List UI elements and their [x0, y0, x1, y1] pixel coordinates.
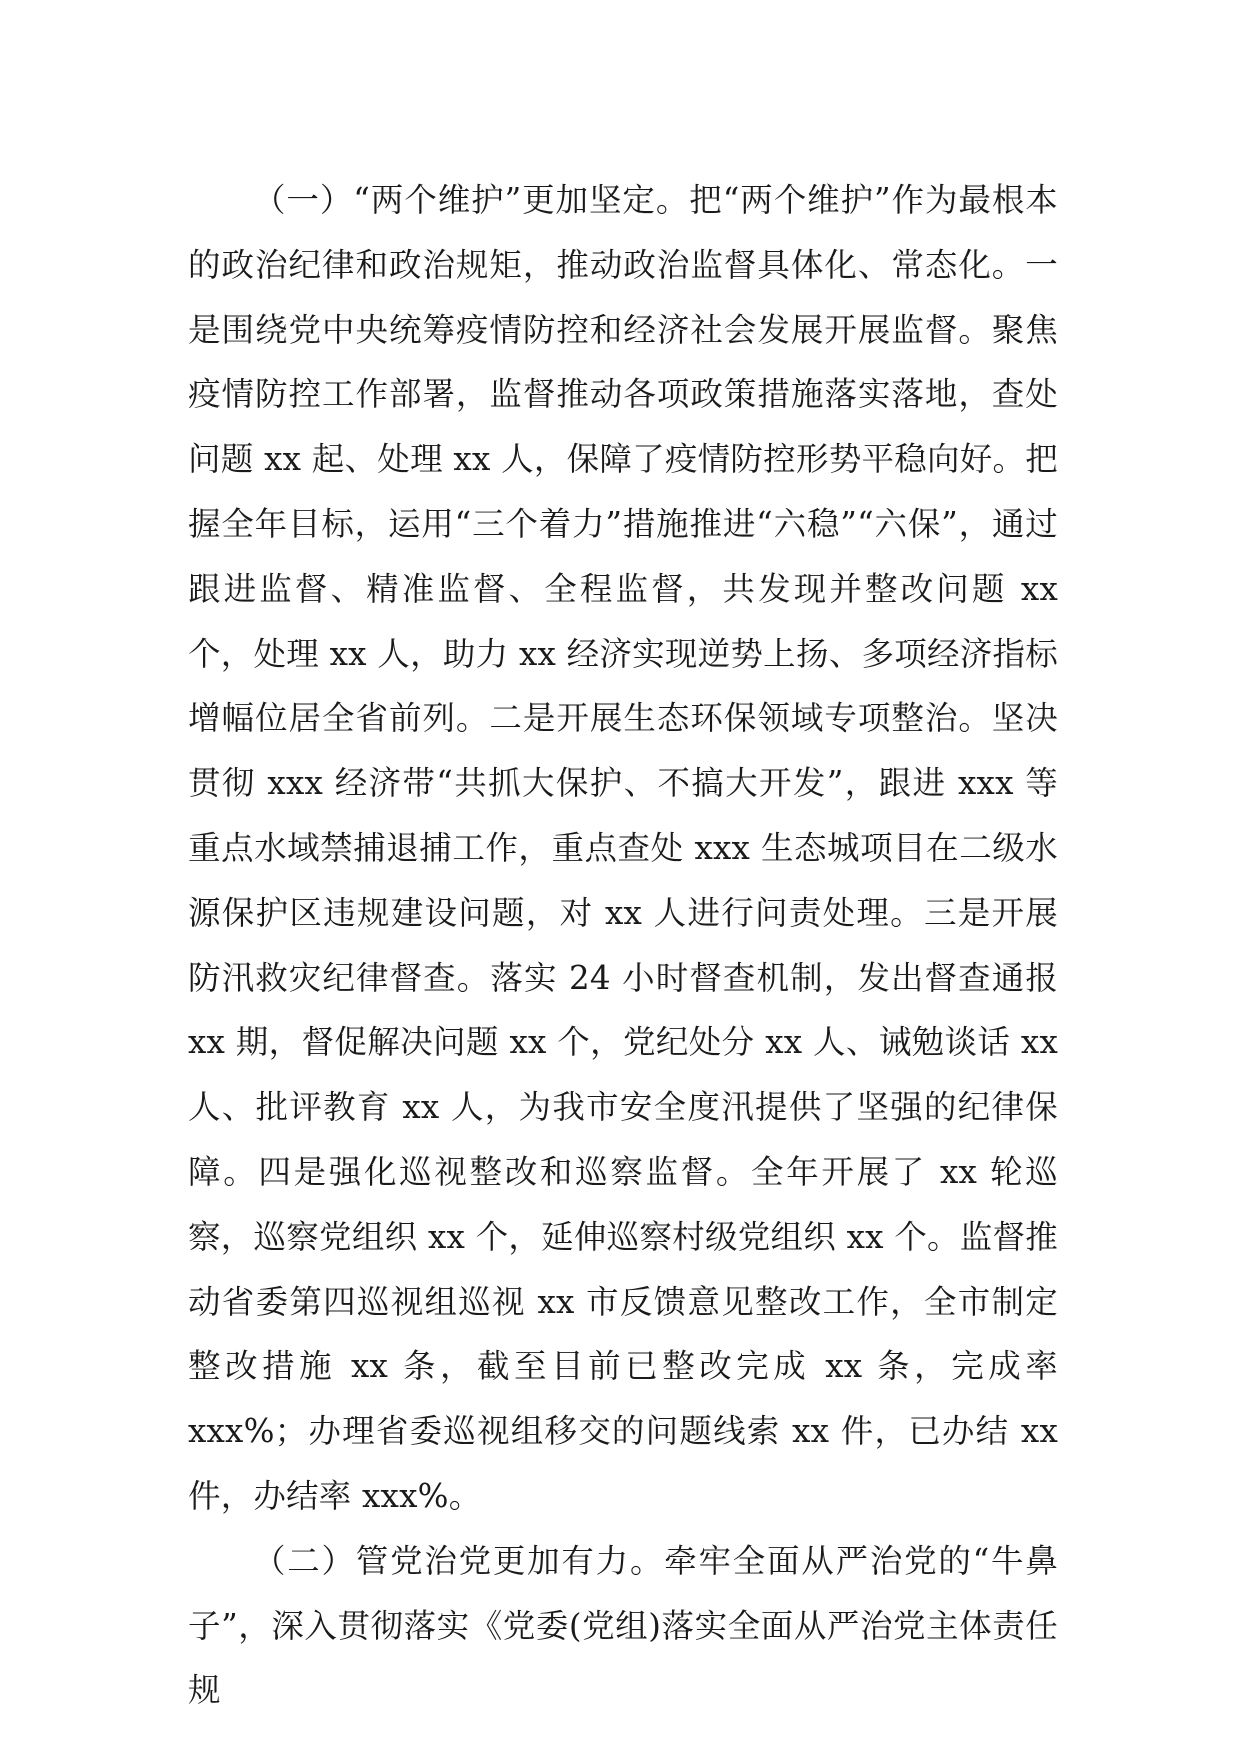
document-body [188, 168, 1058, 1723]
paragraph-1: （一）“两个维护”更加坚定。把“两个维护”作为最根本的政治纪律和政治规矩，推动政治监督具体化、常态化。一是围绕党中央统筹疫情防控和经济社会发展开展监督。聚焦疫情防控工作部署，监督推动各项政策措施落实落地，查处问题 xx 起、处理 xx 人，保障了疫情防控形势平稳向好。把握全年目标，运用“三个着力”措施推进“六稳”“六保”，通过跟进监督、精准监督、全程监督，共发现并整改问题 xx 个，处理 xx 人，助力 xx 经济实现逆势上扬、多项经济指标增幅位居全省前列。二是开展生态环保领域专项整治。坚决贯彻 xxx 经济带“共抓大保护、不搞大开发”，跟进 xxx 等重点水域禁捕退捕工作，重点查处 xxx 生态城项目在二级水源保护区违规建设问题，对 xx 人进行问责处理。三是开展防汛救灾纪律督查。落实 24 小时督查机制，发出督查通报 xx 期，督促解决问题 xx 个，党纪处分 xx 人、诫勉谈话 xx 人、批评教育 xx 人，为我市安全度汛提供了坚强的纪律保障。四是强化巡视整改和巡察监督。全年开展了 xx 轮巡察，巡察党组织 xx 个，延伸巡察村级党组织 xx 个。监督推动省委第四巡视组巡视 xx 市反馈意见整改工作，全市制定整改措施 xx 条，截至目前已整改完成 xx 条，完成率 xxx%；办理省委巡视组移交的问题线索 xx 件，已办结 xx 件，办结率 xxx%。 [188, 181, 1058, 1515]
paragraph-2: （二）管党治党更加有力。牵牢全面从严治党的“牛鼻子”，深入贯彻落实《党委(党组)落实全面从严治党主体责任规 [188, 1541, 1058, 1710]
